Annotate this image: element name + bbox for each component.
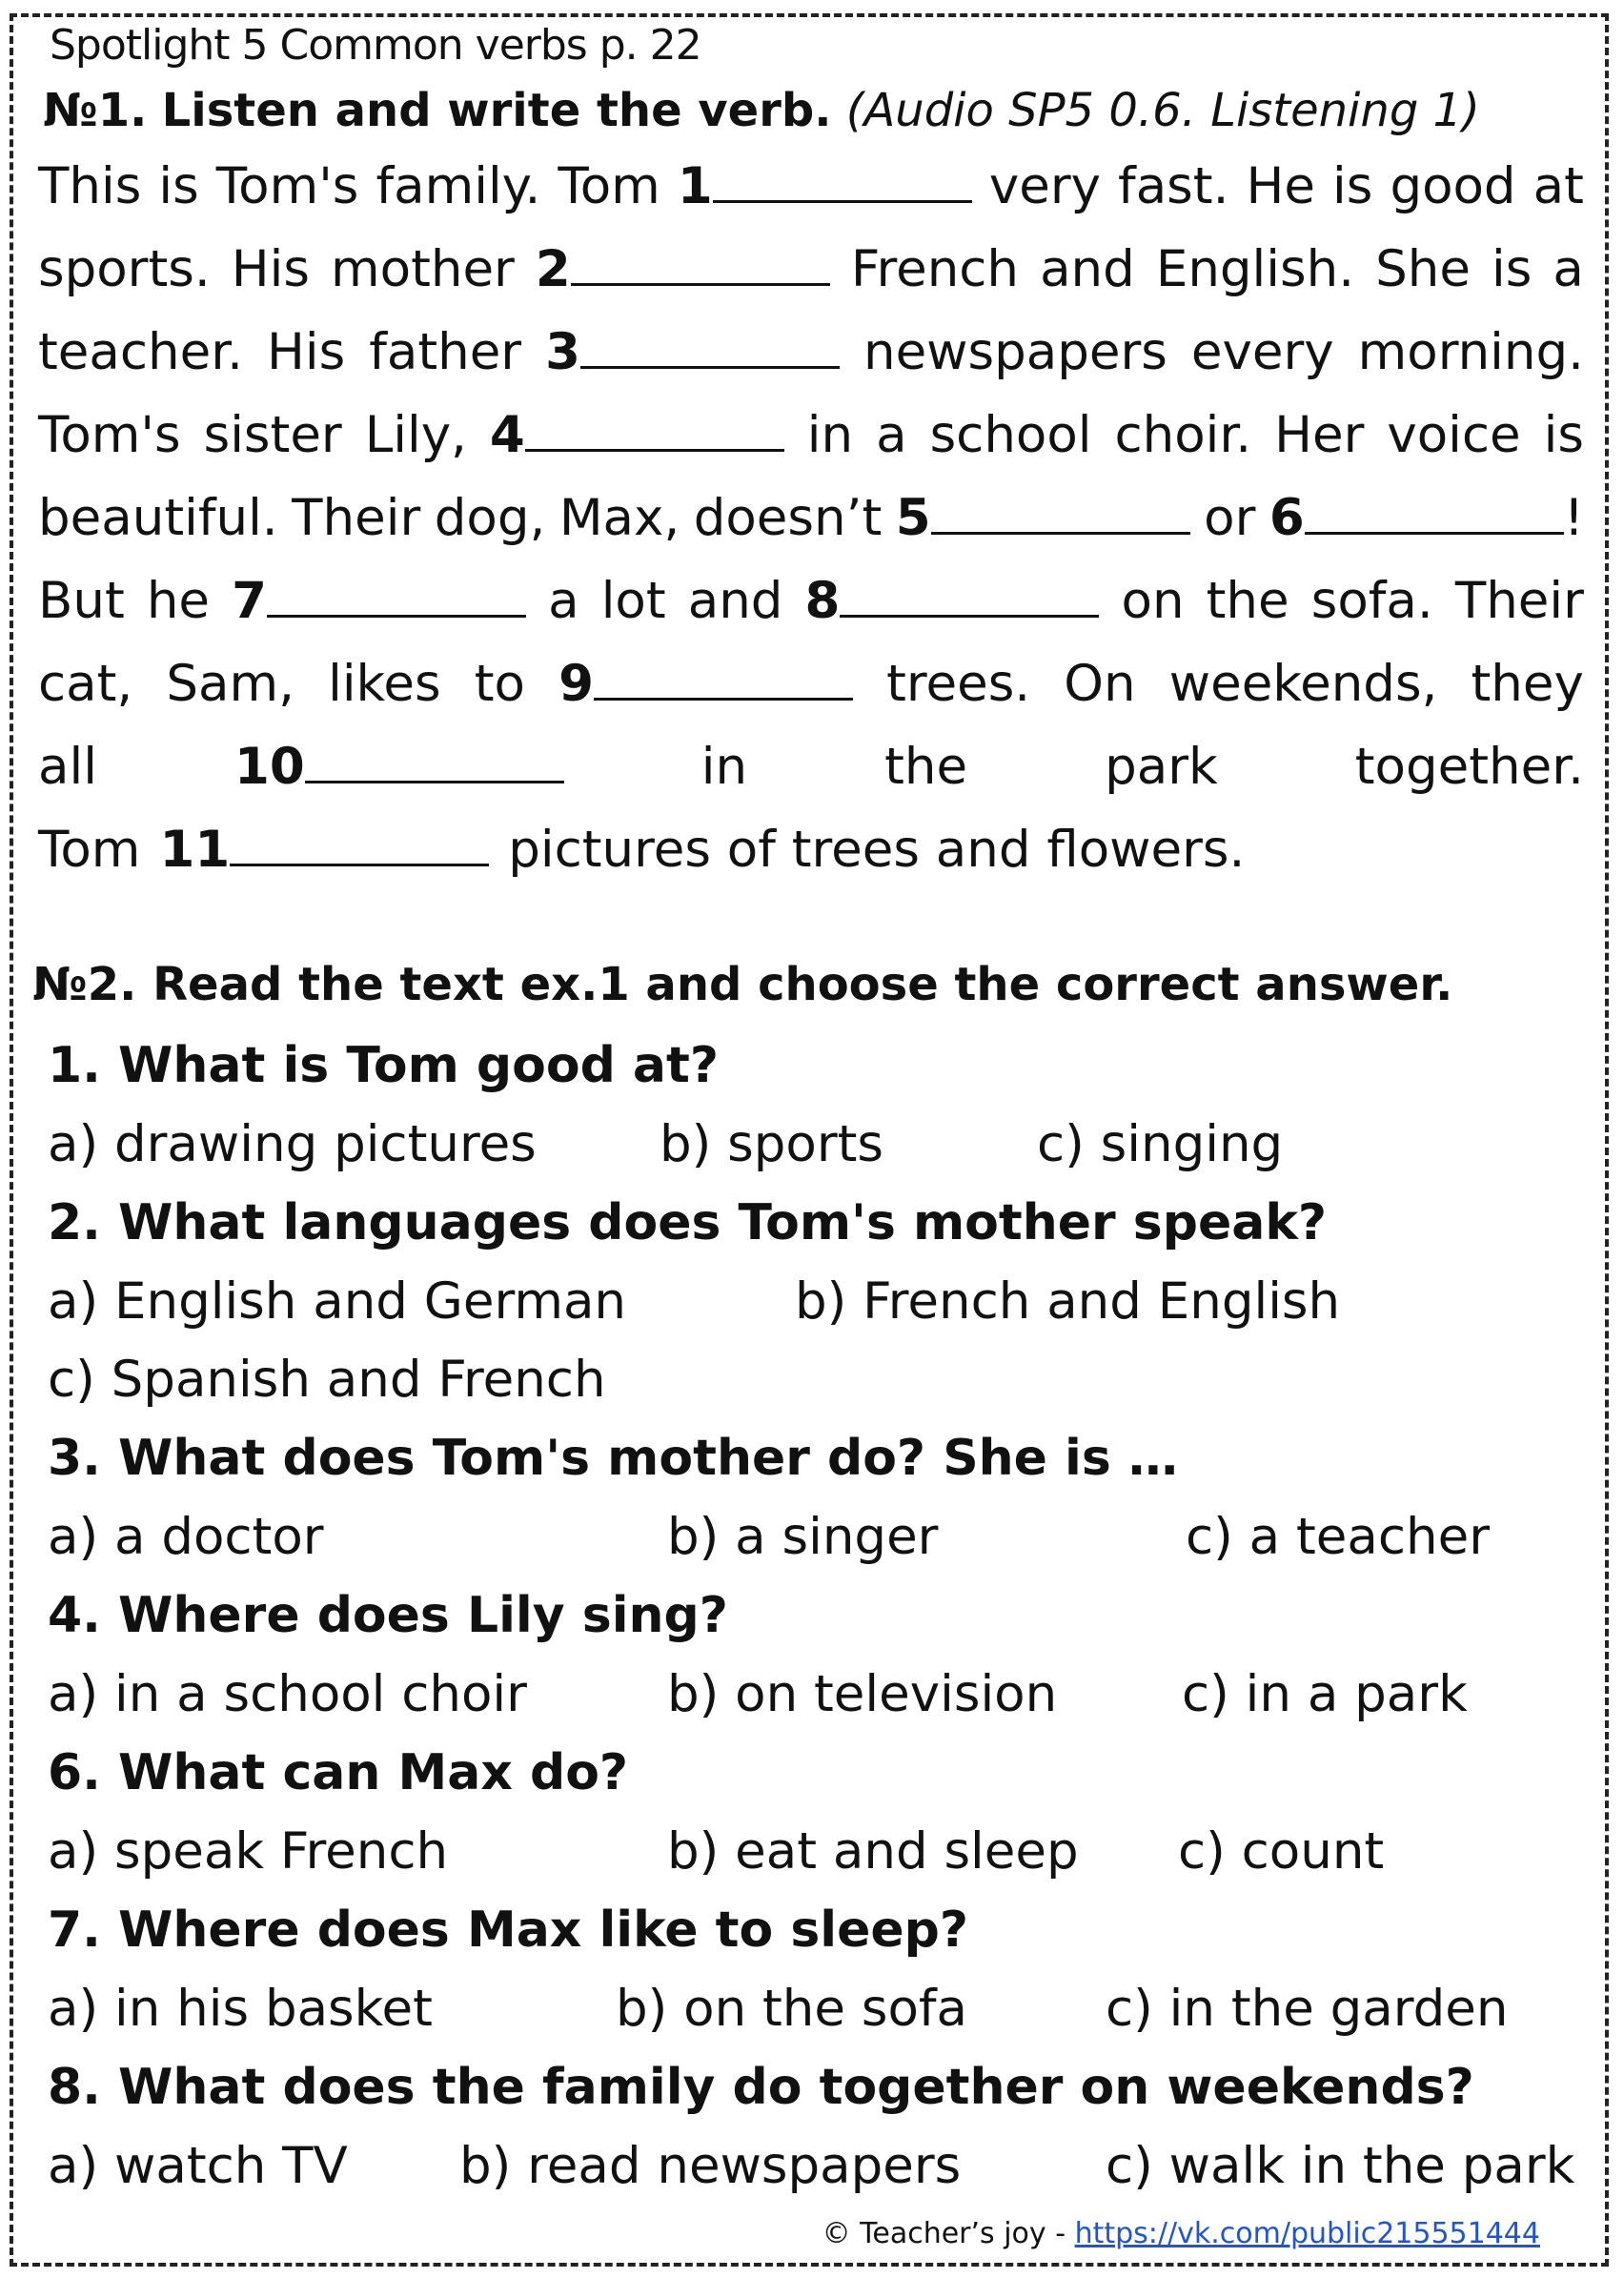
text-word: Tom's — [215, 157, 359, 215]
text-word: English. — [1155, 240, 1355, 298]
text-word: to — [474, 655, 525, 713]
text-word: and — [687, 572, 783, 630]
text-word: school — [929, 406, 1092, 464]
text-word: is — [158, 157, 199, 215]
text-line — [38, 240, 1584, 316]
answer-blank[interactable] — [525, 445, 784, 452]
gap-4 — [490, 406, 784, 464]
text-word: father — [369, 323, 522, 381]
gap-number: 4 — [489, 406, 525, 464]
text-word: good — [1390, 157, 1516, 215]
answer-option[interactable]: a) watch TV — [48, 2137, 348, 2195]
text-word: lot — [600, 572, 666, 630]
question-6: 7. Where does Max like to sleep? — [48, 1902, 969, 1959]
gap-number: 2 — [535, 240, 571, 298]
text-word: This — [38, 157, 142, 215]
text-word: His — [266, 323, 346, 381]
text-word: together. — [1354, 738, 1584, 796]
answer-option[interactable]: b) on television — [667, 1665, 1058, 1723]
text-word: sister — [203, 406, 342, 464]
answer-blank[interactable] — [713, 196, 972, 203]
gap-1 — [678, 157, 972, 215]
text-word: a — [1553, 240, 1584, 298]
text-word: park — [1105, 738, 1218, 796]
worksheet-header: Spotlight 5 Common verbs p. 22 — [50, 21, 701, 70]
text-word: the — [884, 738, 968, 796]
text-word: sofa. — [1310, 572, 1433, 630]
gap-number: 1 — [677, 157, 713, 215]
text-word: Sam, — [166, 655, 294, 713]
text-line — [38, 572, 1584, 648]
answer-option[interactable]: c) in the garden — [1106, 1980, 1509, 2038]
text-word: is — [1332, 157, 1373, 215]
answer-option[interactable]: b) a singer — [667, 1508, 939, 1566]
text-word: beautiful. — [38, 489, 278, 547]
text-word: every — [1190, 323, 1334, 381]
text-word: in — [700, 738, 748, 796]
text-word: mother — [331, 240, 515, 298]
question-2: 2. What languages does Tom's mother speak? — [48, 1194, 1328, 1251]
answer-option[interactable]: a) in his basket — [48, 1980, 433, 2038]
text-word: Their — [1454, 572, 1584, 630]
text-word: cat, — [38, 655, 133, 713]
text-word: pictures of trees and flowers. — [508, 821, 1246, 879]
gap-5 — [896, 489, 1190, 547]
answer-option[interactable]: c) in a park — [1182, 1665, 1468, 1723]
task2-title: №2. Read the text ex.1 and choose the correct answer. — [32, 958, 1453, 1011]
answer-option[interactable]: a) a doctor — [48, 1508, 324, 1566]
answer-blank[interactable] — [594, 694, 853, 701]
task1-instruction: Listen and write the verb. — [161, 84, 832, 137]
question-5: 6. What can Max do? — [48, 1744, 629, 1801]
gap-number: 5 — [895, 489, 931, 547]
gap-9 — [558, 655, 853, 713]
footer-credit — [822, 2217, 1540, 2250]
answer-blank[interactable] — [230, 860, 489, 866]
answer-option[interactable]: b) on the sofa — [616, 1980, 968, 2038]
gap-11 — [159, 821, 489, 879]
answer-option[interactable]: a) drawing pictures — [48, 1115, 537, 1173]
text-line — [38, 406, 1584, 482]
text-line — [38, 738, 1584, 814]
answer-option[interactable]: c) a teacher — [1186, 1508, 1490, 1566]
gap-number: 9 — [558, 655, 594, 713]
answer-option[interactable]: b) French and English — [795, 1272, 1341, 1331]
text-word: family. — [376, 157, 541, 215]
text-word: on — [1121, 572, 1185, 630]
text-word: dog, — [434, 489, 546, 547]
text-word: and — [1040, 240, 1135, 298]
answer-option[interactable]: b) eat and sleep — [667, 1822, 1079, 1881]
text-line — [38, 489, 1584, 565]
task1-number: №1. — [43, 84, 148, 137]
text-word: the — [1206, 572, 1289, 630]
text-word: He — [1246, 157, 1315, 215]
question-3: 3. What does Tom's mother do? She is … — [48, 1430, 1178, 1487]
text-line — [38, 157, 1584, 234]
answer-option[interactable]: c) count — [1178, 1822, 1385, 1881]
text-word: at — [1533, 157, 1584, 215]
text-word: doesn’t — [693, 489, 883, 547]
text-word: teacher. — [38, 323, 243, 381]
text-word: newspapers — [863, 323, 1167, 381]
answer-option[interactable]: a) speak French — [48, 1822, 449, 1881]
gap-number: 8 — [804, 572, 841, 630]
gap-3 — [545, 323, 840, 381]
text-word: choir. — [1114, 406, 1252, 464]
answer-option[interactable]: b) read newspapers — [459, 2137, 962, 2195]
text-word: a — [548, 572, 579, 630]
text-word: likes — [328, 655, 441, 713]
text-word: On — [1064, 655, 1136, 713]
text-word: sports. — [38, 240, 211, 298]
gap-10 — [234, 738, 564, 796]
answer-option[interactable]: b) sports — [660, 1115, 884, 1173]
gap-number: 10 — [233, 738, 305, 796]
gap-8 — [805, 572, 1100, 630]
text-word: they — [1471, 655, 1584, 713]
answer-blank[interactable] — [571, 279, 830, 286]
answer-option[interactable]: c) walk in the park — [1106, 2137, 1575, 2195]
text-word: morning. — [1357, 323, 1584, 381]
answer-blank[interactable] — [580, 362, 840, 369]
task1-title — [43, 84, 1480, 137]
text-word: very — [988, 157, 1101, 215]
footer-prefix: © Teacher’s joy - — [822, 2217, 1075, 2250]
answer-option[interactable]: a) English and German — [48, 1272, 627, 1331]
text-word: His — [231, 240, 310, 298]
text-word: is — [1543, 406, 1584, 464]
question-1: 1. What is Tom good at? — [48, 1037, 720, 1094]
footer-link[interactable]: https://vk.com/public215551444 — [1074, 2217, 1540, 2250]
text-word: weekends, — [1168, 655, 1438, 713]
text-word: Tom — [558, 157, 660, 215]
answer-blank[interactable] — [267, 611, 526, 618]
answer-option[interactable]: a) in a school choir — [48, 1665, 527, 1723]
text-word: Their — [292, 489, 421, 547]
answer-blank[interactable] — [931, 528, 1190, 535]
gap-number: 7 — [232, 572, 268, 630]
answer-blank[interactable] — [305, 777, 564, 783]
text-word: Lily, — [364, 406, 467, 464]
gap-6 — [1269, 489, 1584, 547]
gap-number: 11 — [159, 821, 231, 879]
answer-option[interactable]: c) Spanish and French — [48, 1351, 606, 1409]
text-word: She — [1375, 240, 1471, 298]
answer-blank[interactable] — [840, 611, 1099, 618]
gap-number: 3 — [545, 323, 580, 381]
gap-7 — [232, 572, 526, 630]
text-word: Her — [1274, 406, 1365, 464]
gap-number: 6 — [1269, 489, 1305, 547]
text-word: fast. — [1118, 157, 1229, 215]
text-word: Max, — [558, 489, 680, 547]
gap-2 — [536, 240, 830, 298]
text-word: voice — [1387, 406, 1521, 464]
question-4: 4. Where does Lily sing? — [48, 1587, 728, 1644]
text-word: trees. — [886, 655, 1031, 713]
text-word: he — [146, 572, 211, 630]
text-word: is — [1492, 240, 1533, 298]
text-word: in — [806, 406, 854, 464]
answer-option[interactable]: c) singing — [1037, 1115, 1284, 1173]
text-line — [38, 323, 1584, 399]
question-7: 8. What does the family do together on weekends? — [48, 2059, 1474, 2116]
text-line — [38, 655, 1584, 731]
text-word: But — [38, 572, 125, 630]
text-word: French — [850, 240, 1020, 298]
answer-blank[interactable] — [1305, 528, 1564, 535]
task1-audio-note: (Audio SP5 0.6. Listening 1) — [845, 84, 1480, 137]
text-word: ! — [1563, 489, 1584, 547]
text-word: all — [38, 738, 97, 796]
text-word: a — [876, 406, 907, 464]
text-line — [38, 821, 1584, 897]
text-word: or — [1204, 489, 1256, 547]
text-word: Tom — [38, 821, 141, 879]
text-word: Tom's — [38, 406, 181, 464]
